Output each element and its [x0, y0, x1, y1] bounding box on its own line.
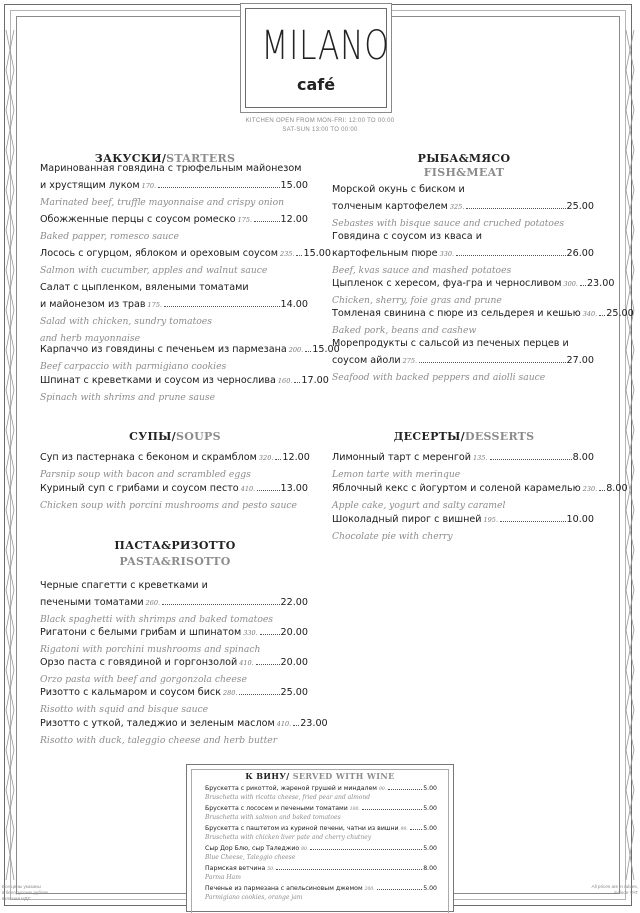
- wine-item-3: [205, 824, 437, 842]
- item-weight: 175.: [237, 216, 253, 224]
- item-name: Обожженные перцы с соусом ромеско: [40, 214, 236, 225]
- item-name: Томленая свинина с пюре из сельдерея и кешью: [332, 308, 581, 319]
- leader-dots: [256, 664, 280, 665]
- item-name: Суп из пастернака с беконом и скрамблом: [40, 452, 257, 463]
- menu-item-fish-5: [332, 335, 594, 386]
- section-title-desserts: [330, 430, 598, 443]
- footnote-line: в белорусских рублях: [2, 890, 49, 895]
- item-weight: 320.: [258, 454, 274, 462]
- item-price: 8.00: [572, 452, 594, 463]
- item-weight: 275.: [402, 357, 418, 365]
- leader-dots: [500, 521, 566, 522]
- wine-item-5: [205, 864, 437, 882]
- item-weight: 300.: [563, 280, 578, 288]
- item-weight: 170.: [141, 182, 157, 190]
- menu-item-fish-3: [332, 275, 615, 309]
- item-weight: 160.: [277, 377, 293, 385]
- item-price: 12.00: [282, 452, 310, 463]
- item-name-cont: печеными томатами: [40, 597, 144, 608]
- wine-snacks-box: [186, 764, 454, 912]
- item-name-en: Parmigiano cookies, orange jam: [205, 894, 303, 901]
- item-name-en: Orzo pasta with beef and gorgonzola cheese: [40, 674, 247, 685]
- footnote-line: Все цены указаны: [2, 884, 41, 889]
- item-price: 10.00: [566, 514, 594, 525]
- menu-item-soup-2: [40, 480, 308, 514]
- item-price: 5.00: [423, 825, 437, 832]
- leader-dots: [466, 208, 565, 209]
- section-title-en: DESSERTS: [464, 430, 535, 443]
- item-price: 25.00: [280, 687, 308, 698]
- item-price: 22.00: [280, 597, 308, 608]
- item-name: Брускетта с рикоттой, жареной грушей и миндалем: [205, 785, 377, 792]
- leader-dots: [599, 315, 605, 316]
- logo-name: MILANO: [261, 23, 390, 69]
- item-price: 5.00: [423, 885, 437, 892]
- leader-dots: [410, 829, 422, 830]
- item-name-en: Beef, kvas sauce and mashed potatoes: [332, 265, 512, 276]
- item-name: Брускетта с лососем и печеными томатами: [205, 805, 348, 812]
- section-title-en: SERVED WITH WINE: [289, 771, 395, 781]
- menu-item-starter-5: [40, 341, 340, 375]
- item-weight: 340.: [582, 310, 598, 318]
- item-price: 27.00: [566, 355, 594, 366]
- leader-dots: [599, 490, 605, 491]
- item-name-en: Risotto with duck, taleggio cheese and herb butter: [40, 735, 278, 746]
- menu-item-dessert-3: [332, 511, 594, 545]
- item-name-en: Blue Cheese, Taleggio cheese: [205, 854, 296, 861]
- leader-dots: [254, 221, 279, 222]
- item-price: 25.00: [566, 201, 594, 212]
- item-name: Сыр Дор Блю, сыр Таледжио: [205, 845, 300, 852]
- leader-dots: [377, 889, 423, 890]
- item-weight: 260.: [145, 599, 161, 607]
- item-name-en: Bruschetta with salmon and baked tomatoes: [205, 814, 341, 821]
- leader-dots: [164, 306, 280, 307]
- item-name-en: Baked papper, romesco sauce: [40, 231, 179, 242]
- item-price: 25.00: [606, 308, 634, 319]
- item-weight: 80.: [301, 847, 309, 852]
- item-weight: 410.: [240, 485, 256, 493]
- menu-item-starter-2: [40, 211, 308, 245]
- item-name: Маринованная говядина с трюфельным майонезом: [40, 163, 302, 174]
- item-price: 20.00: [280, 627, 308, 638]
- leader-dots: [239, 694, 279, 695]
- leader-dots: [388, 789, 422, 790]
- footnote-left: [2, 884, 62, 902]
- item-weight: 50.: [267, 867, 275, 872]
- item-price: 23.00: [586, 278, 615, 289]
- item-name: Ригатони с белыми грибам и шпинатом: [40, 627, 242, 638]
- item-weight: 330.: [439, 250, 455, 258]
- menu-item-pasta-2: [40, 624, 308, 658]
- leader-dots: [580, 285, 586, 286]
- item-name-en: Black spaghetti with shrimps and baked tomatoes: [40, 614, 274, 625]
- footnote-line: include VAT: [613, 890, 638, 895]
- item-price: 17.00: [301, 375, 329, 386]
- item-name-en: Salad with chicken, sundry tomatoes: [40, 316, 212, 327]
- footnote-line: включая НДС: [2, 896, 31, 901]
- item-weight: 200.: [288, 346, 304, 354]
- section-title-wine: [187, 771, 453, 781]
- item-weight: 90.: [400, 827, 408, 832]
- menu-item-pasta-4: [40, 684, 308, 718]
- item-name: Орзо паста с говядиной и горгонзолой: [40, 657, 238, 668]
- section-title-en: STARTERS: [166, 152, 236, 165]
- section-title-pasta: ПАСТА&РИЗОТТО: [114, 539, 236, 552]
- item-name: Лимонный тарт с меренгой: [332, 452, 472, 463]
- leader-dots: [275, 459, 281, 460]
- item-name-en: Baked pork, beans and cashew: [332, 325, 477, 336]
- logo-subtitle: café: [296, 75, 336, 94]
- leader-dots: [293, 725, 299, 726]
- item-name: Пармская ветчина: [205, 865, 266, 872]
- item-name-en: Salmon with cucumber, apples and walnut sauce: [40, 265, 268, 276]
- item-name-en: Bruschetta with chicken liver pate and cherry chutney: [205, 834, 372, 841]
- item-name: Шпинат с креветками и соусом из чернослива: [40, 375, 276, 386]
- item-weight: 235.: [280, 250, 295, 258]
- item-weight: 90.: [378, 787, 387, 792]
- wine-item-2: [205, 804, 437, 822]
- footnote-right: [578, 884, 638, 896]
- item-name: Ризотто с уткой, таледжио и зеленым маслом: [40, 718, 275, 729]
- item-name-en: Sebastes with bisque sauce and cruched potatoes: [332, 218, 565, 229]
- item-name: Говядина с соусом из кваса и: [332, 231, 482, 242]
- item-name-en: Chicken soup with porcini mushrooms and pesto sauce: [40, 500, 297, 511]
- wine-item-4: [205, 844, 437, 862]
- section-subtitle-pasta: PASTA&RISOTTO: [119, 555, 231, 568]
- item-name-cont: соусом айоли: [332, 355, 401, 366]
- item-price: 5.00: [423, 785, 437, 792]
- section-subtitle-fish-meat: FISH&MEAT: [423, 166, 505, 179]
- item-name-en: Apple cake, yogurt and salty caramel: [332, 500, 506, 511]
- leader-dots: [294, 382, 300, 383]
- item-name: Морской окунь с биском и: [332, 184, 465, 195]
- leader-dots: [456, 255, 565, 256]
- item-name: Морепродукты с сальсой из печеных перцев и: [332, 338, 569, 349]
- section-title-fish-meat: РЫБА&МЯСО: [417, 152, 511, 165]
- item-weight: 330.: [243, 629, 258, 637]
- item-name: Яблочный кекс с йогуртом и соленой карамелью: [332, 483, 581, 494]
- item-name-en: Lemon tarte with merinque: [332, 469, 461, 480]
- item-weight: 280.: [223, 689, 238, 697]
- leader-dots: [296, 255, 302, 256]
- item-name-en: Parma Ham: [205, 874, 241, 881]
- menu-item-fish-1: [332, 181, 594, 232]
- leader-dots: [305, 351, 311, 352]
- menu-item-fish-4: [332, 305, 634, 339]
- wine-item-6: [205, 884, 437, 902]
- wine-item-1: [205, 784, 437, 802]
- menu-item-starter-4: [40, 279, 308, 347]
- menu-item-starter-3: [40, 245, 331, 279]
- item-weight: 410.: [239, 659, 254, 667]
- item-name: Лосось с огурцом, яблоком и ореховым соусом: [40, 248, 278, 259]
- section-title-ru: ЗАКУСКИ/: [94, 152, 167, 165]
- item-name-en: Spinach with shrims and prune sause: [40, 392, 216, 403]
- item-price: 15.00: [303, 248, 331, 259]
- menu-item-pasta-3: [40, 654, 308, 688]
- leader-dots: [158, 187, 279, 188]
- item-name-cont: и майонезом из трав: [40, 299, 146, 310]
- section-title-en: SOUPS: [175, 430, 221, 443]
- item-name: Шоколадный пирог с вишней: [332, 514, 482, 525]
- item-name-en: Parsnip soup with bacon and scrambled eggs: [40, 469, 251, 480]
- menu-item-dessert-1: [332, 449, 594, 483]
- section-title-ru: К ВИНУ/: [245, 771, 290, 781]
- item-name: Печенье из пармезана с апельсиновым джемом: [205, 885, 363, 892]
- section-title-soups: [40, 430, 310, 443]
- menu-item-pasta-1: [40, 577, 308, 628]
- item-name: Карпаччо из говядины с печеньем из пармезана: [40, 344, 287, 355]
- section-title-ru: СУПЫ/: [129, 430, 176, 443]
- item-name-en: Chocolate pie with cherry: [332, 531, 453, 542]
- item-price: 8.00: [606, 483, 628, 494]
- leader-dots: [362, 809, 422, 810]
- item-name: Куриный суп с грибами и соусом песто: [40, 483, 239, 494]
- item-name-en: Risotto with squid and bisque sauce: [40, 704, 209, 715]
- leader-dots: [257, 490, 279, 491]
- menu-item-fish-2: [332, 228, 594, 279]
- item-price: 12.00: [280, 214, 308, 225]
- item-name-en: Marinated beef, truffle mayonnaise and crispy onion: [40, 197, 285, 208]
- leader-dots: [419, 362, 565, 363]
- item-weight: 200.: [364, 887, 375, 892]
- item-weight: 175.: [147, 301, 163, 309]
- kitchen-hours-weekend: SAT-SUN 13:00 TO 00:00: [282, 127, 358, 133]
- item-name: Салат с цыпленком, вялеными томатами: [40, 282, 249, 293]
- item-name-en: Beef carpaccio with parmigiano cookies: [40, 361, 227, 372]
- item-name-cont: картофельным пюре: [332, 248, 438, 259]
- item-name-en: Bruschetta with ricotta cheese, fried pear and almond: [205, 794, 371, 801]
- menu-item-starter-6: [40, 372, 329, 406]
- item-name: Брускетта с паштетом из куриной печени, чатни из вишни: [205, 825, 399, 832]
- item-name: Черные спагетти с креветками и: [40, 580, 208, 591]
- item-name-en: Chicken, sherry, foie gras and prune: [332, 295, 502, 306]
- item-price: 8.00: [423, 865, 437, 872]
- item-name-en: Seafood with backed peppers and aiolli sauce: [332, 372, 546, 383]
- item-price: 20.00: [280, 657, 308, 668]
- leader-dots: [162, 604, 279, 605]
- item-price: 15.00: [312, 344, 340, 355]
- menu-item-pasta-5: [40, 715, 328, 749]
- menu-item-dessert-2: [332, 480, 628, 514]
- item-name: Ризотто с кальмаром и соусом биск: [40, 687, 221, 698]
- item-name: Цыпленок с хересом, фуа-гра и черносливом: [332, 278, 562, 289]
- leader-dots: [490, 459, 572, 460]
- item-price: 13.00: [280, 483, 308, 494]
- item-weight: 230.: [582, 485, 598, 493]
- item-price: 5.00: [423, 845, 437, 852]
- menu-item-soup-1: [40, 449, 308, 483]
- leader-dots: [310, 849, 422, 850]
- item-name-en: Rigatoni with porchini mushrooms and spinach: [40, 644, 261, 655]
- leader-dots: [260, 634, 280, 635]
- logo: [245, 8, 390, 108]
- item-weight: 135.: [473, 454, 488, 462]
- left-border-pattern: [5, 30, 15, 880]
- kitchen-hours-weekdays: KITCHEN OPEN FROM MON-FRI: 12:00 TO 00:00: [245, 118, 395, 124]
- item-price: 5.00: [423, 805, 437, 812]
- item-price: 23.00: [300, 718, 328, 729]
- footnote-line: All prices are in rubles,: [591, 884, 638, 889]
- item-price: 14.00: [280, 299, 308, 310]
- section-title-ru: ДЕСЕРТЫ/: [393, 430, 465, 443]
- right-border-pattern: [625, 30, 635, 880]
- item-weight: 410.: [276, 720, 292, 728]
- item-weight: 195.: [483, 516, 499, 524]
- leader-dots: [276, 869, 422, 870]
- item-name-cont: толченым картофелем: [332, 201, 448, 212]
- item-weight: 100.: [349, 807, 360, 812]
- item-weight: 325.: [449, 203, 465, 211]
- menu-item-starter-1: [40, 160, 308, 211]
- item-name-en-cont: and herb mayonnaise: [40, 333, 141, 344]
- item-name-cont: и хрустящим луком: [40, 180, 140, 191]
- item-price: 15.00: [280, 180, 308, 191]
- item-price: 26.00: [566, 248, 594, 259]
